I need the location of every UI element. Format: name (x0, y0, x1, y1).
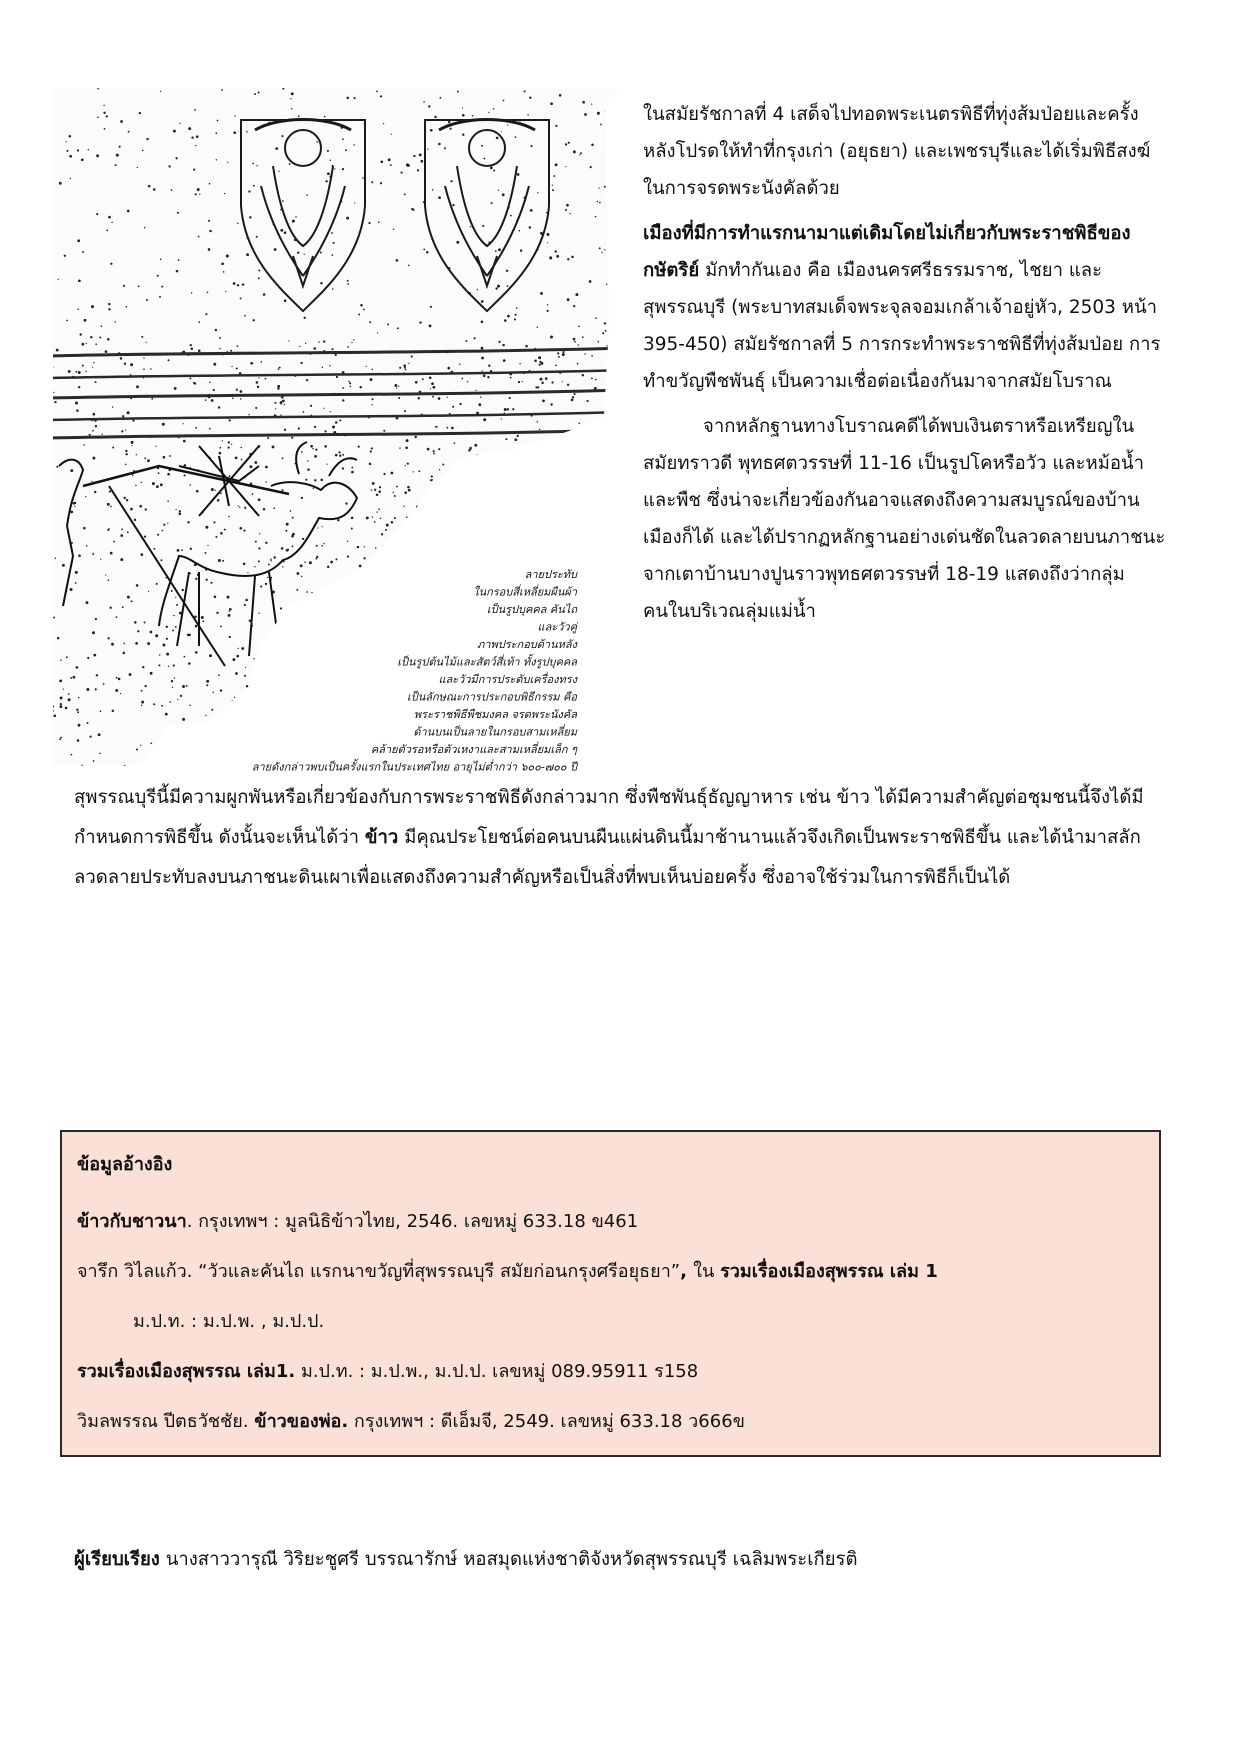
caption-line: และวัวมีการประดับเครื่องทรง (438, 673, 577, 686)
reference-item (77, 1197, 1145, 1247)
reference-item (77, 1347, 1145, 1397)
references-title: ข้อมูลอ้างอิง (77, 1154, 173, 1175)
right-column-text (643, 96, 1168, 630)
reference-in: ใน (693, 1261, 721, 1282)
reference-separator: , (680, 1261, 694, 1282)
sherd-drawing (49, 86, 627, 774)
rice-keyword: ข้าว (364, 827, 399, 848)
references-box (60, 1130, 1161, 1457)
reference-details: ม.ป.ท. : ม.ป.พ., ม.ป.ป. เลขหมู่ 089.95911 ร158 (295, 1361, 699, 1382)
paragraph-reign-4: ในสมัยรัชกาลที่ 4 เสด็จไปทอดพระเนตรพิธีที่ทุ่งส้มป่อยและครั้งหลังโปรดให้ทำที่กรุงเก่า (อยุธยา) และเพชรบุรีและได้เริ่มพิธีสงฆ์ในการจรดพระนังคัลด้วย (643, 104, 1151, 199)
reference-details: . กรุงเทพฯ : มูลนิธิข้าวไทย, 2546. เลขหมู่ 633.18 ข461 (186, 1211, 639, 1232)
caption-line: ลายดังกล่าวพบเป็นครั้งแรกในประเทศไทย อายุไม่ต่ำกว่า ๖๐๐-๗๐๐ ปี (251, 760, 577, 774)
caption-line: คล้ายตัวรอหรือตัวเหงาและสามเหลี่ยมเล็ก ๆ (370, 743, 577, 756)
caption-line: เป็นรูปบุคคล คันไถ (486, 603, 577, 616)
caption-line: ด้านบนเป็นลายในกรอบสามเหลี่ยม (413, 725, 577, 739)
reference-details: กรุงเทพฯ : ดีเอ็มจี, 2549. เลขหมู่ 633.18 ว666ข (348, 1411, 745, 1432)
full-width-text (74, 778, 1168, 898)
reference-author: วิมลพรรณ ปีตธวัชชัย. (77, 1411, 255, 1432)
reference-title: ข้าวกับชาวนา (77, 1211, 187, 1232)
caption-line: เป็นรูปต้นไม้และสัตว์สี่เท้า ทั้งรูปบุคคล (397, 655, 577, 669)
compiler-label: ผู้เรียบเรียง (74, 1549, 160, 1570)
caption-line: พระราชพิธีพืชมงคล จรดพระนังคัล (413, 708, 577, 721)
reference-book: รวมเรื่องเมืองสุพรรณ เล่ม 1 (720, 1261, 938, 1282)
caption-line: เป็นลักษณะการประกอบพิธีกรรม คือ (407, 690, 577, 704)
paragraph-suphanburi (74, 778, 1168, 898)
caption-line: ภาพประกอบด้านหลัง (477, 638, 577, 651)
caption-line: ลายประทับ (524, 568, 577, 581)
reference-item (77, 1247, 1145, 1297)
paragraph-archaeology: จากหลักฐานทางโบราณคดีได้พบเงินตราหรือเหรียญในสมัยทราวดี พุทธศตวรรษที่ 11-16 เป็นรูปโคหรือวัว และหม้อน้ำ และพืช ซึ่งน่าจะเกี่ยวข้องกันอาจแสดงถึงความสมบูรณ์ของบ้านเมืองก็ได้ และได้ปรากฏหลักฐานอย่างเด่นชัดในลวดลายบนภาชนะจากเตาบ้านบางปูนราวพุทธศตวรรษที่ 18-19 แสดงถึงว่ากลุ่มคนในบริเวณลุ่มแม่น้ำ (643, 416, 1166, 622)
towns-text: มักทำกันเอง คือ เมืองนครศรีธรรมราช, ไชยา และสุพรรณบุรี (พระบาทสมเด็จพระจุลจอมเกล้าเจ้าอยู่หัว, 2503 หน้า 395-450) สมัยรัชกาลที่ 5 การกระทำพระราชพิธีที่ทุ่งส้มป่อย การทำขวัญพืชพันธุ์ เป็นความเชื่อต่อเนื่องกันมาจากสมัยโบราณ (643, 260, 1161, 392)
reference-continuation: ม.ป.ท. : ม.ป.พ. , ม.ป.ป. (133, 1311, 325, 1332)
reference-item (77, 1397, 1145, 1447)
suphan-text-a: สุพรรณบุรีนี้มีความผูกพันหรือเกี่ยวข้องกับการพระราชพิธีดังกล่าวมาก ซึ่งพืชพันธุ์ธัญญาหาร เช่น ข้าว ได้มีความสำคัญต่อชุมชนนี้จึงได้มีกำหนดการพิธีขึ้น ดังนั้นจะเห็นได้ว่า (74, 787, 1144, 848)
reference-book: รวมเรื่องเมืองสุพรรณ เล่ม1. (77, 1361, 296, 1382)
pottery-sherd-figure (49, 86, 627, 774)
compiler-line (74, 1545, 858, 1575)
suphan-text-b: มีคุณประโยชน์ต่อคนบนผืนแผ่นดินนี้มาช้านานแล้วจึงเกิดเป็นพระราชพิธีขึ้น และได้นำมาสลักลวดลายประทับลงบนภาชนะดินเผาเพื่อแสดงถึงความสำคัญหรือเป็นสิ่งที่พบเห็นบ่อยครั้ง ซึ่งอาจใช้ร่วมในการพิธีก็เป็นได้ (74, 827, 1141, 888)
reference-title: ข้าวของพ่อ. (254, 1411, 349, 1432)
paragraph-towns (643, 215, 1168, 400)
caption-line: และวัวคู่ (537, 620, 577, 634)
caption-line: ในกรอบสี่เหลี่ยมผืนผ้า (473, 585, 577, 599)
towns-heading: เมืองที่มีการทำแรกนามาแต่เดิมโดยไม่เกี่ยวกับพระราชพิธีของกษัตริย์ (643, 223, 1131, 281)
reference-author-title: จารึก วิไลแก้ว. “วัวและคันไถ แรกนาขวัญที่สุพรรณบุรี สมัยก่อนกรุงศรีอยุธยา” (77, 1261, 681, 1282)
compiler-name: นางสาววารุณี วิริยะชูศรี บรรณารักษ์ หอสมุดแห่งชาติจังหวัดสุพรรณบุรี เฉลิมพระเกียรติ (159, 1549, 858, 1570)
